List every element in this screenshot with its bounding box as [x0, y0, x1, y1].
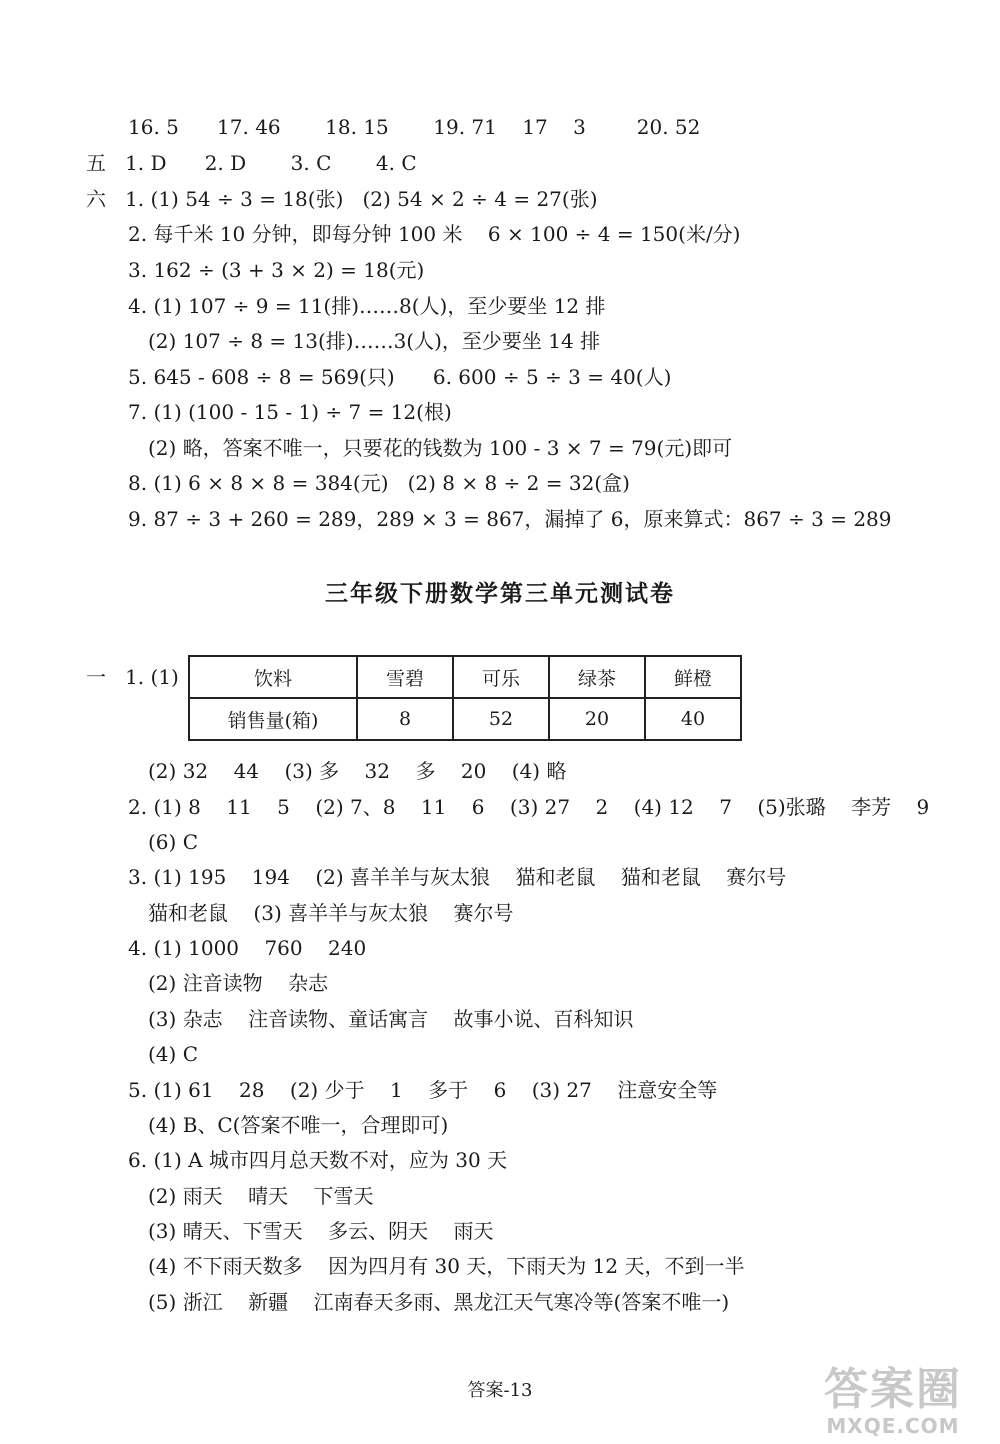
watermark: [798, 1366, 988, 1438]
table-header-cell: 雪碧: [357, 656, 453, 698]
answer-line-16-20: 16. 5 17. 46 18. 15 19. 71 17 3 20. 52: [128, 115, 701, 139]
sales-table: [188, 655, 742, 741]
answer-line-q2: 2. 每千米 10 分钟，即每分钟 100 米 6 × 100 ÷ 4 = 150(米/分): [128, 222, 741, 246]
answer-line-q7-1: 7. (1) (100 - 15 - 1) ÷ 7 = 12(根): [128, 400, 452, 424]
answer-line: (4) 不下雨天数多 因为四月有 30 天，下雨天为 12 天，不到一半: [148, 1254, 745, 1278]
answer-line: 5. (1) 61 28 (2) 少于 1 多于 6 (3) 27 注意安全等: [128, 1078, 718, 1102]
answer-line-q4-1: 4. (1) 107 ÷ 9 = 11(排)……8(人)，至少要坐 12 排: [128, 294, 606, 318]
page-number: 答案-13: [467, 1380, 533, 1401]
table-cell: 8: [357, 698, 453, 740]
answer-line: 猫和老鼠 (3) 喜羊羊与灰太狼 赛尔号: [148, 901, 514, 925]
table-question-label: 一 1. (1): [86, 665, 179, 689]
answer-line: (4) B、C(答案不唯一，合理即可): [148, 1113, 449, 1137]
table-header-cell: 鲜橙: [645, 656, 741, 698]
answer-line-q3: 3. 162 ÷ (3 + 3 × 2) = 18(元): [128, 258, 425, 282]
answer-line: (2) 雨天 晴天 下雪天: [148, 1184, 374, 1208]
answer-line: (5) 浙江 新疆 江南春天多雨、黑龙江天气寒冷等(答案不唯一): [148, 1290, 730, 1314]
table-header-row: [189, 656, 741, 698]
answer-line-q4-2: (2) 107 ÷ 8 = 13(排)……3(人)，至少要坐 14 排: [148, 329, 601, 353]
table-row: [189, 698, 741, 740]
answer-line: (3) 杂志 注音读物、童话寓言 故事小说、百科知识: [148, 1007, 634, 1031]
watermark-url: MXQE.COM: [826, 1414, 960, 1438]
answer-line: 2. (1) 8 11 5 (2) 7、8 11 6 (3) 27 2 (4) 12 7 (5)张璐 李芳 9: [128, 795, 930, 819]
table-cell: 销售量(箱): [189, 698, 357, 740]
watermark-logo-text: 答案圈: [824, 1364, 962, 1415]
answer-line-q9: 9. 87 ÷ 3 + 260 = 289，289 × 3 = 867，漏掉了 6，原来算式：867 ÷ 3 = 289: [128, 507, 892, 531]
answer-line: (2) 32 44 (3) 多 32 多 20 (4) 略: [148, 759, 567, 783]
answer-line-section-5: 五 1. D 2. D 3. C 4. C: [86, 151, 417, 175]
answer-line-q7-2: (2) 略，答案不唯一，只要花的钱数为 100 - 3 × 7 = 79(元)即可: [148, 436, 733, 460]
answer-line: 4. (1) 1000 760 240: [128, 936, 367, 960]
answer-line-q8: 8. (1) 6 × 8 × 8 = 384(元) (2) 8 × 8 ÷ 2 = 32(盒): [128, 471, 630, 495]
table-header-cell: 可乐: [453, 656, 549, 698]
answer-line: (2) 注音读物 杂志: [148, 971, 329, 995]
answer-line-q5-q6: 5. 645 - 608 ÷ 8 = 569(只) 6. 600 ÷ 5 ÷ 3 = 40(人): [128, 365, 672, 389]
answer-line: (6) C: [148, 830, 198, 854]
table-cell: 52: [453, 698, 549, 740]
table-header-cell: 饮料: [189, 656, 357, 698]
answer-line: 3. (1) 195 194 (2) 喜羊羊与灰太狼 猫和老鼠 猫和老鼠 赛尔号: [128, 865, 787, 889]
answer-line: (3) 晴天、下雪天 多云、阴天 雨天: [148, 1219, 494, 1243]
answer-line: 6. (1) A 城市四月总天数不对，应为 30 天: [128, 1148, 508, 1172]
answer-line: (4) C: [148, 1042, 198, 1066]
table-cell: 40: [645, 698, 741, 740]
table-header-cell: 绿茶: [549, 656, 645, 698]
answer-line-section-6-q1: 六 1. (1) 54 ÷ 3 = 18(张) (2) 54 × 2 ÷ 4 = 27(张): [86, 187, 598, 211]
table-cell: 20: [549, 698, 645, 740]
section-title: 三年级下册数学第三单元测试卷: [325, 581, 675, 607]
